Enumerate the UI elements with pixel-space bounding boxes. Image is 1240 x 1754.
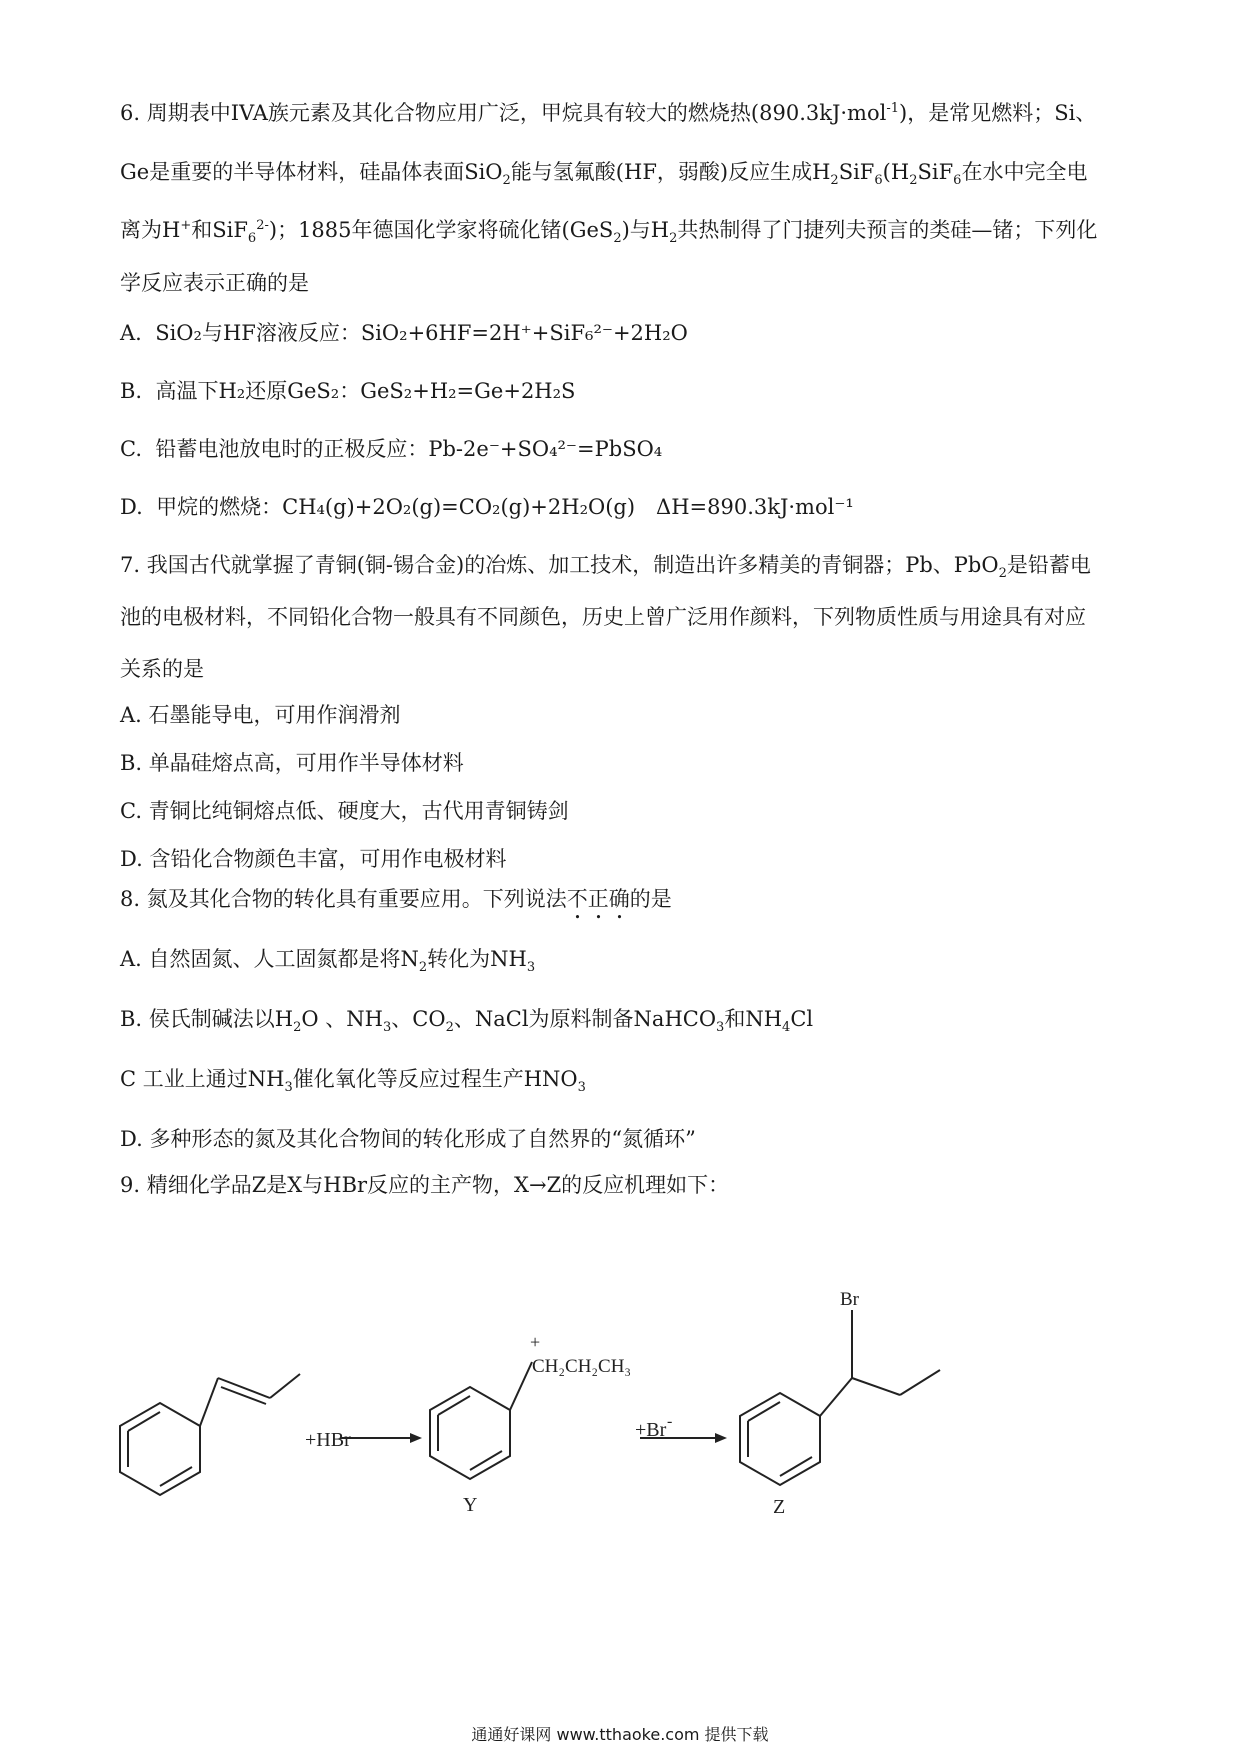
- carbocation-plus: +: [530, 1332, 541, 1352]
- reagent-br: +Br: [635, 1419, 667, 1441]
- q8-emphasis: 不正确: [566, 887, 630, 911]
- q6-heat: (890.3kJ·mol$^{-1}$): [750, 101, 908, 125]
- q9-stem: 9. 精细化学品Z是X与HBr反应的主产物，X→Z的反应机理如下：: [120, 1173, 730, 1197]
- q6-option-a: A. SiO₂与HF溶液反应：SiO₂+6HF=2H⁺+SiF₆²⁻+2H₂O: [120, 321, 688, 345]
- label-br: Br: [840, 1290, 859, 1310]
- q6-line-3: 离为H+和SiF$_6^{2-}$)；1885年德国化学家将硫化锗(GeS$_2$)与$H_2$共热制得了门捷列夫预言的类硅—锗；下列化: [120, 218, 1098, 247]
- q8-option-c: C 工业上通过$NH_3$催化氧化等反应过程生产$HNO_3$: [120, 1067, 586, 1096]
- label-z: Z: [773, 1496, 786, 1518]
- molecule-y: [430, 1362, 532, 1479]
- q7-line-3: 关系的是: [120, 657, 204, 681]
- label-y: Y: [463, 1494, 478, 1516]
- carbocation-chain: CH₂CH₂CH₃: [532, 1356, 632, 1377]
- footer-watermark: 通通好课网 www.tthaoke.com 提供下载: [471, 1725, 769, 1744]
- q8-option-a: A. 自然固氮、人工固氮都是将$N_2$转化为$NH_3$: [120, 947, 536, 976]
- reagent-hbr: +HBr: [305, 1429, 351, 1451]
- q8-stem: 8. 氮及其化合物的转化具有重要应用。下列说法不正确的是: [120, 887, 672, 911]
- q6-text-2: ，是常见燃料；Si、: [907, 101, 1097, 125]
- q8-option-b: B. 侯氏制碱法以$H_2O$ 、$NH_3$、$CO_2$、NaCl为原料制备NaHCO$_3$和$NH_4Cl$: [120, 1007, 814, 1036]
- q7-line-2: 池的电极材料，不同铅化合物一般具有不同颜色，历史上曾广泛用作颜料，下列物质性质与用途具有对应: [120, 605, 1086, 629]
- q6-text: 6. 周期表中IVA族元素及其化合物应用广泛，甲烷具有较大的燃烧热: [120, 101, 751, 125]
- q7-option-d: D. 含铅化合物颜色丰富，可用作电极材料: [120, 847, 507, 871]
- q6-option-c: C. 铅蓄电池放电时的正极反应：Pb-2e⁻+SO₄²⁻=PbSO₄: [120, 437, 663, 461]
- reaction-scheme: [100, 1290, 1000, 1520]
- q6-option-d: D. 甲烷的燃烧：CH₄(g)+2O₂(g)=CO₂(g)+2H₂O(g) ΔH=890.3kJ·mol⁻¹: [120, 495, 854, 519]
- molecule-z: [740, 1310, 940, 1485]
- q7-option-b: B. 单晶硅熔点高，可用作半导体材料: [120, 751, 464, 775]
- q6-line-4: 学反应表示正确的是: [120, 271, 309, 295]
- q6-line-2: Ge是重要的半导体材料，硅晶体表面SiO$_2$能与氢氟酸(HF，弱酸)反应生成$H_2SiF_6(H_2SiF_6$在水中完全电: [120, 160, 1088, 189]
- q7-option-c: C. 青铜比纯铜熔点低、硬度大，古代用青铜铸剑: [120, 799, 569, 823]
- q6-option-b: B. 高温下H₂还原GeS₂：GeS₂+H₂=Ge+2H₂S: [120, 379, 576, 403]
- q7-line-1: 7. 我国古代就掌握了青铜(铜-锡合金)的冶炼、加工技术，制造出许多精美的青铜器；Pb、PbO$_2$是铅蓄电: [120, 553, 1091, 582]
- q6-line-1: [120, 98, 1130, 128]
- q7-option-a: A. 石墨能导电，可用作润滑剂: [120, 703, 401, 727]
- reagent-br-charge: -: [667, 1413, 673, 1430]
- q8-option-d: D. 多种形态的氮及其化合物间的转化形成了自然界的“氮循环”: [120, 1127, 696, 1151]
- molecule-x: [120, 1374, 300, 1495]
